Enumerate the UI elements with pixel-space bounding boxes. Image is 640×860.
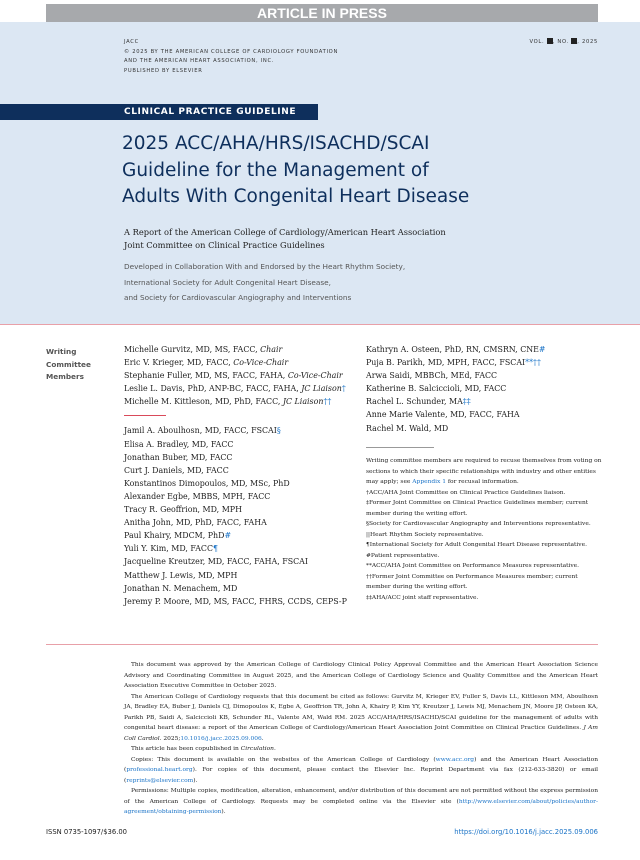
- footnote-item: #Patient representative.: [366, 552, 440, 559]
- footnote-marker[interactable]: #: [538, 345, 546, 354]
- committee-member: Jamil A. Aboulhosn, MD, FACC, FSCAI§: [124, 426, 281, 436]
- collaboration-statement: [124, 259, 544, 306]
- appendix-link[interactable]: Appendix 1: [412, 479, 446, 485]
- footnote-divider: [366, 447, 434, 448]
- collab-line: Developed in Collaboration With and Endorsed by the Heart Rhythm Society,: [124, 262, 406, 271]
- volume-label: VOL.: [529, 39, 545, 45]
- committee-member: Arwa Saidi, MBBCh, MEd, FACC: [366, 371, 498, 381]
- footnote-marker[interactable]: ††: [323, 397, 332, 407]
- committee-column-2: [366, 343, 606, 435]
- permissions-link[interactable]: http://www.elsevier.com/about/policies/author-agreement/obtaining-permission: [124, 798, 598, 815]
- volume-year: 2025: [581, 39, 598, 45]
- publication-notice: [124, 660, 598, 818]
- reprints-email-link[interactable]: reprints@elsevier.com: [126, 777, 194, 784]
- number-placeholder: [571, 38, 577, 44]
- footnote-item: ¶International Society for Adult Congenital Heart Disease representative.: [366, 542, 587, 548]
- volume-info: VOL. , NO. , 2025: [529, 39, 598, 45]
- footnote-list: [366, 488, 602, 604]
- copyright-line: AND THE AMERICAN HEART ASSOCIATION, INC.: [124, 58, 275, 64]
- number-label: NO.: [557, 39, 569, 45]
- committee-member: Jeremy P. Moore, MD, MS, FACC, FHRS, CCDS, CEPS-P: [124, 596, 347, 606]
- committee-member: Leslie L. Davis, PhD, ANP-BC, FACC, FAHA, JC Liaison†: [124, 384, 346, 394]
- committee-member: Curt J. Daniels, MD, FACC: [124, 465, 229, 475]
- committee-members: [366, 343, 606, 435]
- committee-column-1: [124, 343, 364, 608]
- leaders-divider: [124, 415, 166, 416]
- title-line: 2025 ACC/AHA/HRS/ISACHD/SCAI: [122, 133, 430, 154]
- committee-member: Puja B. Parikh, MD, MPH, FACC, FSCAI**††: [366, 358, 541, 368]
- publisher-line: PUBLISHED BY ELSEVIER: [124, 67, 203, 74]
- footnote-item: ‡‡AHA/ACC joint staff representative.: [366, 594, 479, 601]
- committee-member: Eric V. Krieger, MD, FACC, Co-Vice-Chair: [124, 358, 289, 368]
- committee-member: Jonathan N. Menachem, MD: [124, 583, 238, 593]
- volume-placeholder: [547, 38, 553, 44]
- committee-member: Katherine B. Salciccioli, MD, FACC: [366, 384, 507, 394]
- committee-member: Yuli Y. Kim, MD, FACC¶: [124, 544, 219, 554]
- footnote-item: §Society for Cardiovascular Angiography and Interventions representative.: [366, 521, 591, 527]
- footnote-item: ‡Former Joint Committee on Clinical Practice Guidelines member; current member during the writing effort.: [366, 500, 589, 517]
- committee-member: Jacqueline Kreutzer, MD, FACC, FAHA, FSCAI: [124, 557, 308, 567]
- committee-member: Kathryn A. Osteen, PhD, RN, CMSRN, CNE#: [366, 345, 546, 354]
- footnote-item: **ACC/AHA Joint Committee on Performance Measures representative.: [366, 563, 580, 569]
- footnotes: [366, 456, 602, 603]
- notice-divider: [46, 644, 598, 645]
- copyright-line: © 2025 BY THE AMERICAN COLLEGE OF CARDIOLOGY FOUNDATION: [124, 48, 339, 55]
- collab-line: and Society for Cardiovascular Angiography and Interventions: [124, 293, 352, 302]
- committee-member: Alexander Egbe, MBBS, MPH, FACC: [124, 491, 271, 501]
- collab-line: International Society for Adult Congenital Heart Disease,: [124, 277, 331, 287]
- footnote-marker[interactable]: #: [224, 531, 232, 541]
- title-line: Adults With Congenital Heart Disease: [122, 186, 470, 207]
- issn: ISSN 0735-1097/$36.00: [46, 828, 127, 836]
- approval-note: This document was approved by the American College of Cardiology Clinical Policy Approval Committee and the American Heart Association Science Advisory and Coordinating Committee in August 2025, and the American College of Cardiology Science and Quality Committee and the American Heart Association Executive Committee in October 2025.: [124, 662, 598, 689]
- committee-member: Michelle Gurvitz, MD, MS, FACC, Chair: [124, 345, 283, 354]
- footnote-item: †ACC/AHA Joint Committee on Clinical Practice Guidelines liaison.: [366, 489, 566, 496]
- committee-member: Stephanie Fuller, MD, MS, FACC, FAHA, Co-Vice-Chair: [124, 371, 343, 381]
- subtitle-line: Joint Committee on Clinical Practice Guidelines: [124, 240, 325, 250]
- committee-member: Anne Marie Valente, MD, FACC, FAHA: [366, 410, 520, 420]
- footnote-marker[interactable]: §: [276, 426, 281, 436]
- committee-member: Konstantinos Dimopoulos, MD, MSc, PhD: [124, 478, 290, 488]
- section-label: CLINICAL PRACTICE GUIDELINE: [0, 104, 318, 120]
- citation-doi-link[interactable]: 10.1016/j.jacc.2025.09.006: [180, 735, 262, 742]
- copublication-note: This article has been copublished in Circulation.: [131, 746, 276, 752]
- committee-leaders: [124, 343, 364, 408]
- copies-note: Copies: This document is available on the websites of the American College of Cardiology (www.acc.org) and the American Heart Association (professional.heart.org). For copies of this document, please contact the Elsevier Inc. Reprint Department via fax (212-633-3820) or email (reprints@elsevier.com).: [124, 756, 598, 784]
- committee-member: Elisa A. Bradley, MD, FACC: [124, 439, 234, 449]
- committee-member: Paul Khairy, MDCM, PhD#: [124, 531, 232, 541]
- committee-member: Michelle M. Kittleson, MD, PhD, FACC, JC Liaison††: [124, 397, 332, 407]
- committee-member: Tracy R. Geoffrion, MD, MPH: [124, 505, 242, 515]
- committee-member: Anitha John, MD, PhD, FACC, FAHA: [124, 518, 267, 528]
- committee-members: [124, 424, 364, 607]
- footnote-marker[interactable]: †: [341, 384, 346, 394]
- footnote-item: ††Former Joint Committee on Performance Measures member; current member during the writing effort.: [366, 573, 578, 590]
- committee-member: Matthew J. Lewis, MD, MPH: [124, 570, 238, 580]
- acc-website-link[interactable]: www.acc.org: [435, 756, 475, 763]
- permissions-note: Permissions: Multiple copies, modification, alteration, enhancement, and/or distribution of this document are not permitted without the express permission of the American College of Cardiology. Requests may be completed online via the Elsevier site (http://www.elsevier.com/about/policies/author-agreement/obtaining-permission).: [124, 788, 598, 815]
- article-title: [122, 131, 602, 211]
- journal-name: JACC: [124, 39, 139, 45]
- committee-member: Jonathan Buber, MD, FACC: [124, 452, 233, 462]
- footnote-marker[interactable]: ‡‡: [462, 397, 471, 407]
- citation-note: The American College of Cardiology requests that this document be cited as follows: Gurvitz M, Krieger EV, Fuller S, Davis LL, Kittleson MM, Aboulhosn JA, Bradley EA, Buber J, Daniels CJ, Dimopoulos K, Egbe A, Geoffrion TR, John A, Khairy P, Kim YY, Kreutzer J, Lewis MJ, Menachem JN, Moore JP, Osteen KA, Parikh PB, Saidi A, Salciccioli KB, Schunder RL, Valente AM, Wald RM. 2025 ACC/AHA/HRS/ISACHD/SCAI guideline for the management of adults with congenital heart disease: a report of the American College of Cardiology/American Heart Association Joint Committee on Clinical Practice Guidelines. J Am Coll Cardiol. 2025;10.1016/j.jacc.2025.09.006.: [124, 693, 598, 742]
- committee-member: Rachel M. Wald, MD: [366, 423, 449, 433]
- footnote-item: ||Heart Rhythm Society representative.: [366, 531, 484, 538]
- recusal-note: Writing committee members are required to recuse themselves from voting on sections to which their specific relationships with industry and other entities may apply; see Appendix 1 for recusal information.: [366, 458, 602, 485]
- article-subtitle: [124, 226, 544, 252]
- header-divider: [0, 324, 640, 325]
- article-in-press-banner: ARTICLE IN PRESS: [46, 4, 598, 22]
- journal-meta: [124, 38, 338, 76]
- footnote-marker[interactable]: ¶: [213, 544, 219, 554]
- title-line: Guideline for the Management of: [122, 159, 429, 181]
- subtitle-line: A Report of the American College of Cardiology/American Heart Association: [124, 227, 446, 237]
- aha-website-link[interactable]: professional.heart.org: [126, 767, 193, 773]
- doi-link[interactable]: https://doi.org/10.1016/j.jacc.2025.09.006: [454, 828, 598, 836]
- footnote-marker[interactable]: **††: [525, 358, 541, 368]
- committee-member: Rachel L. Schunder, MA‡‡: [366, 397, 471, 407]
- writing-committee-label: Writing Committee Members: [46, 347, 91, 381]
